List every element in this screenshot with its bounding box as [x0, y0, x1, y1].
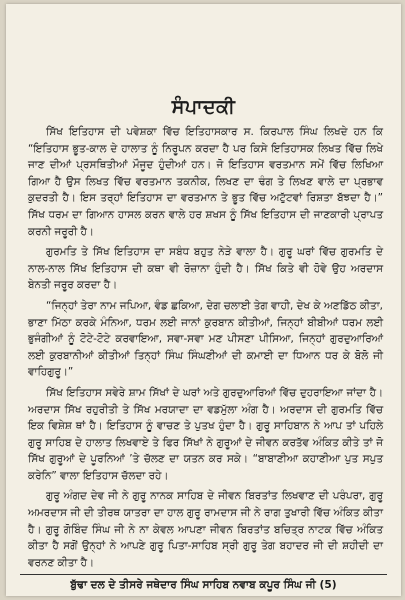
book-page	[6, 4, 401, 596]
paragraph-2: ਗੁਰਮਤਿ ਤੇ ਸਿੱਖ ਇਤਿਹਾਸ ਦਾ ਸਬੰਧ ਬਹੁਤ ਨੇੜੇ ਵਾਲਾ ਹੈ। ਗੁਰੂ ਘਰਾਂ ਵਿੱਚ ਗੁਰਮਤਿ ਦੇ ਨਾਲ-ਨਾਲ ਸਿੱਖ ਇਤਿਹਾਸ ਦੀ ਕਥਾ ਵੀ ਰੋਜ਼ਾਨਾ ਹੁੰਦੀ ਹੈ। ਸਿੱਖ ਕਿਤੇ ਵੀ ਹੋਵੇ ਉਹ ਅਰਦਾਸ ਬੇਨਤੀ ਜਰੂਰ ਕਰਦਾ ਹੈ।	[28, 246, 383, 292]
footer-divider	[20, 574, 387, 575]
paragraph-4: ਸਿੱਖ ਇਤਿਹਾਸ ਸਵੇਰੇ ਸ਼ਾਮ ਸਿੱਖਾਂ ਦੇ ਘਰਾਂ ਅਤੇ ਗੁਰਦੁਆਰਿਆਂ ਵਿੱਚ ਦੁਹਰਾਇਆ ਜਾਂਦਾ ਹੈ। ਅਰਦਾਸ ਸਿੱਖ ਰਹੁਰੀਤੀ ਤੇ ਸਿੱਖ ਮਰਯਾਦਾ ਦਾ ਵਡਮੁੱਲਾ ਅੰਗ ਹੈ। ਅਰਦਾਸ ਦੀ ਗੁਰਮਤਿ ਵਿੱਚ ਇਕ ਵਿਸ਼ੇਸ਼ ਥਾਂ ਹੈ। ਇਤਿਹਾਸ ਨੂੰ ਵਾਚਣ ਤੇ ਪੁਤਖ ਹੁੰਦਾ ਹੈ। ਗੁਰੂ ਸਾਹਿਬਾਨ ਨੇ ਆਪ ਤਾਂ ਪਹਿਲੇ ਗੁਰੂ ਸਾਹਿਬ ਦੇ ਹਾਲਾਤ ਲਿਖਵਾਏ ਤੇ ਫਿਰ ਸਿੱਖਾਂ ਨੇ ਗੁਰੂਆਂ ਦੇ ਜੀਵਨ ਕਰਤੱਵ ਅੰਕਿਤ ਕੀਤੇ ਤਾਂ ਜੋ ਸਿੱਖ ਗੁਰੂਆਂ ਦੇ ਪੂਰਨਿਆਂ ’ਤੇ ਚੱਲਣ ਦਾ ਯਤਨ ਕਰ ਸਕੇ। “ਬਾਬਾਣੀਆ ਕਹਾਣੀਆ ਪੁਤ ਸਪੁਤ ਕਰੇਨਿ” ਵਾਲਾ ਇਤਿਹਾਸ ਚੱਲਦਾ ਰਹੇ।	[28, 386, 383, 482]
paragraph-5: ਗੁਰੂ ਅੰਗਦ ਦੇਵ ਜੀ ਨੇ ਗੁਰੂ ਨਾਨਕ ਸਾਹਿਬ ਦੇ ਜੀਵਨ ਬਿਰਤਾਂਤ ਲਿਖਵਾਣ ਦੀ ਪਰੰਪਰਾ, ਗੁਰੂ ਅਮਰਦਾਸ ਜੀ ਦੀ ਤੀਰਥ ਯਾਤਰਾ ਦਾ ਹਾਲ ਗੁਰੂ ਰਾਮਦਾਸ ਜੀ ਨੇ ਰਾਗ ਤੁਖਾਰੀ ਵਿੱਚ ਅੰਕਿਤ ਕੀਤਾ ਹੈ। ਗੁਰੂ ਗੋਬਿੰਦ ਸਿੰਘ ਜੀ ਨੇ ਨਾ ਕੇਵਲ ਆਪਣਾ ਜੀਵਨ ਬਿਰਤਾਂਤ ਬਚਿਤ੍ਰ ਨਾਟਕ ਵਿੱਚ ਅੰਕਿਤ ਕੀਤਾ ਹੈ ਸਗੋਂ ਉਨ੍ਹਾਂ ਨੇ ਆਪਣੇ ਗੁਰੂ ਪਿਤਾ-ਸਾਹਿਬ ਸ੍ਰੀ ਗੁਰੂ ਤੇਗ ਬਹਾਦਰ ਜੀ ਦੀ ਸ਼ਹੀਦੀ ਦਾ ਵਰਨਣ ਕੀਤਾ ਹੈ।	[28, 490, 383, 569]
paragraph-3: “ਜਿਨ੍ਹਾਂ ਤੇਰਾ ਨਾਮ ਜਪਿਆ, ਵੰਡ ਛਕਿਆ, ਦੇਗ ਚਲਾਈ ਤੇਗ ਵਾਹੀ, ਦੇਖ ਕੇ ਅਣਡਿੱਠ ਕੀਤਾ, ਭਾਣਾ ਮਿੱਠਾ ਕਰਕੇ ਮੰਨਿਆ, ਧਰਮ ਲਈ ਜਾਨਾਂ ਕੁਰਬਾਨ ਕੀਤੀਆਂ, ਜਿਨ੍ਹਾਂ ਬੀਬੀਆਂ ਧਰਮ ਲਈ ਭੁਜੰਗੀਆਂ ਨੂੰ ਟੋਟੇ-ਟੋਟੇ ਕਰਵਾਇਆ, ਸਵਾ-ਸਵਾ ਮਣ ਪੀਸਣਾ ਪੀਸਿਆ, ਜਿਨ੍ਹਾਂ ਗੁਰਦੁਆਰਿਆਂ ਲਈ ਕੁਰਬਾਨੀਆਂ ਕੀਤੀਆਂ ਤਿਨ੍ਹਾਂ ਸਿੰਘ ਸਿੰਘਣੀਆਂ ਦੀ ਕਮਾਈ ਦਾ ਧਿਆਨ ਧਰ ਕੇ ਬੋਲੋ ਜੀ ਵਾਹਿਗੁਰੂ।”	[28, 299, 383, 379]
running-footer: ਬੁੱਢਾ ਦਲ ਦੇ ਤੀਸਰੇ ਜਥੇਦਾਰ ਸਿੰਘ ਸਾਹਿਬ ਨਵਾਬ ਕਪੂਰ ਸਿੰਘ ਜੀ (5)	[70, 579, 337, 591]
editorial-body	[28, 124, 383, 575]
page-heading: ਸੰਪਾਦਕੀ	[171, 96, 236, 118]
paragraph-1: ਸਿੱਖ ਇਤਿਹਾਸ ਦੀ ਪਵੇਸ਼ਕਾ ਵਿੱਚ ਇਤਿਹਾਸਕਾਰ ਸ. ਕਿਰਪਾਲ ਸਿੰਘ ਲਿਖਦੇ ਹਨ ਕਿ “ਇਤਿਹਾਸ ਭੂਤ-ਕਾਲ ਦੇ ਹਾਲਾਤ ਨੂੰ ਨਿਰੂਪਨ ਕਰਦਾ ਹੈ ਪਰ ਕਿਸੇ ਇਤਿਹਾਸਕ ਲਿਖਤ ਵਿੱਚ ਲਿਖੇ ਜਾਣ ਦੀਆਂ ਪ੍ਰਸਥਿਤੀਆਂ ਮੌਜੂਦ ਹੁੰਦੀਆਂ ਹਨ। ਜੋ ਇਤਿਹਾਸ ਵਰਤਮਾਨ ਸਮੇਂ ਵਿੱਚ ਲਿਖਿਆ ਗਿਆ ਹੈ ਉਸ ਲਿਖਤ ਵਿੱਚ ਵਰਤਮਾਨ ਤਕਨੀਕ, ਲਿਖਣ ਦਾ ਢੰਗ ਤੇ ਲਿਖਣ ਵਾਲੇ ਦਾ ਪ੍ਰਭਾਵ ਕੁਦਰਤੀ ਹੈ। ਇਸ ਤਰ੍ਹਾਂ ਇਤਿਹਾਸ ਦਾ ਵਰਤਮਾਨ ਤੇ ਭੂਤ ਵਿੱਚ ਅਟੁੱਟਵਾਂ ਰਿਸ਼ਤਾ ਬੱਝਦਾ ਹੈ।” ਸਿੱਖ ਧਰਮ ਦਾ ਗਿਆਨ ਹਾਸਲ ਕਰਨ ਵਾਲੇ ਹਰ ਸ਼ਖਸ ਨੂੰ ਸਿੱਖ ਇਤਿਹਾਸ ਦੀ ਜਾਣਕਾਰੀ ਪ੍ਰਾਪਤ ਕਰਨੀ ਜਰੂਰੀ ਹੈ।	[28, 126, 383, 238]
